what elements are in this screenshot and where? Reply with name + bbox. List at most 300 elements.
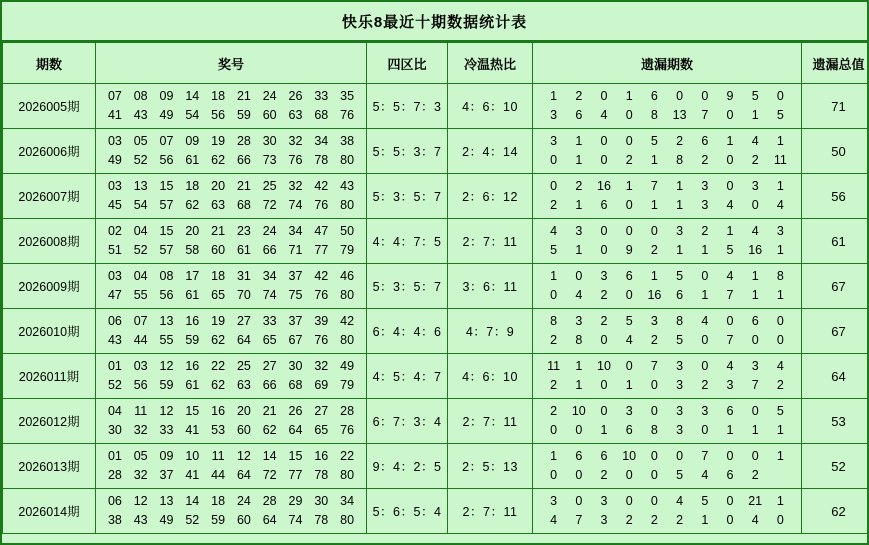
number-ball: 03	[107, 179, 122, 193]
number-ball: 79	[340, 378, 355, 392]
missing-value: 6	[726, 404, 734, 418]
missing-value: 1	[776, 449, 784, 463]
number-ball: 26	[288, 89, 303, 103]
missing-value: 0	[550, 423, 558, 437]
missing-value: 2	[676, 513, 684, 527]
cell-hot-cold: 2：7：11	[448, 489, 533, 534]
number-ball: 63	[236, 378, 251, 392]
number-ball: 66	[236, 153, 251, 167]
missing-value: 1	[575, 134, 583, 148]
missing-value: 3	[600, 494, 608, 508]
number-ball: 01	[107, 359, 122, 373]
number-ball: 59	[236, 108, 251, 122]
number-ball: 30	[314, 494, 329, 508]
number-ball: 14	[262, 449, 277, 463]
number-ball: 65	[262, 333, 277, 347]
column-header-hot-cold: 冷温热比	[448, 43, 533, 84]
missing-value: 6	[600, 198, 608, 212]
missing-value: 0	[776, 513, 784, 527]
number-ball: 07	[133, 314, 148, 328]
number-ball: 03	[107, 269, 122, 283]
table-row	[3, 129, 869, 174]
missing-value: 1	[776, 179, 784, 193]
number-ball: 61	[236, 243, 251, 257]
number-ball: 16	[314, 449, 329, 463]
missing-value: 4	[625, 333, 633, 347]
cell-hot-cold: 2：4：14	[448, 129, 533, 174]
number-ball: 52	[133, 153, 148, 167]
cell-numbers	[96, 399, 367, 444]
table-row	[3, 219, 869, 264]
missing-value: 10	[597, 359, 611, 373]
missing-value: 7	[575, 513, 583, 527]
number-ball: 49	[159, 513, 174, 527]
missing-value: 0	[600, 224, 608, 238]
number-ball: 25	[262, 179, 277, 193]
missing-value: 0	[650, 378, 658, 392]
table-row	[3, 264, 869, 309]
missing-value: 6	[625, 423, 633, 437]
number-ball: 12	[133, 494, 148, 508]
number-ball: 17	[185, 269, 200, 283]
number-ball: 42	[314, 179, 329, 193]
number-ball: 43	[107, 333, 122, 347]
number-ball: 42	[314, 269, 329, 283]
missing-value: 2	[625, 153, 633, 167]
header-row	[3, 43, 869, 84]
missing-value: 0	[600, 153, 608, 167]
number-ball: 32	[133, 468, 148, 482]
number-ball: 61	[185, 153, 200, 167]
missing-value: 4	[550, 224, 558, 238]
number-ball: 80	[340, 153, 355, 167]
missing-value: 4	[701, 314, 709, 328]
missing-value: 3	[751, 359, 759, 373]
missing-value: 4	[701, 468, 709, 482]
cell-hot-cold: 2：7：11	[448, 399, 533, 444]
missing-value: 7	[726, 333, 734, 347]
missing-value: 6	[600, 449, 608, 463]
number-ball: 52	[185, 513, 200, 527]
missing-value: 0	[550, 288, 558, 302]
missing-value: 1	[726, 423, 734, 437]
table-row	[3, 444, 869, 489]
missing-value: 0	[726, 494, 734, 508]
number-ball: 65	[314, 423, 329, 437]
missing-value: 0	[625, 134, 633, 148]
missing-value: 3	[550, 494, 558, 508]
number-ball: 07	[159, 134, 174, 148]
missing-value: 2	[575, 179, 583, 193]
missing-value: 0	[650, 494, 658, 508]
cell-numbers	[96, 264, 367, 309]
number-ball: 76	[314, 288, 329, 302]
missing-value: 0	[650, 404, 658, 418]
cell-issue: 2026011期	[3, 354, 96, 399]
missing-value: 1	[575, 153, 583, 167]
missing-value: 3	[676, 404, 684, 418]
number-ball: 34	[288, 224, 303, 238]
missing-value: 4	[550, 513, 558, 527]
number-ball: 07	[107, 89, 122, 103]
number-ball: 08	[133, 89, 148, 103]
cell-issue: 2026008期	[3, 219, 96, 264]
number-ball: 21	[211, 224, 226, 238]
table-row	[3, 354, 869, 399]
missing-value: 0	[600, 89, 608, 103]
number-ball: 18	[185, 179, 200, 193]
missing-value: 1	[676, 243, 684, 257]
cell-hot-cold: 3：6：11	[448, 264, 533, 309]
number-ball: 34	[340, 494, 355, 508]
missing-value: 6	[575, 449, 583, 463]
missing-value: 0	[701, 333, 709, 347]
missing-value: 0	[726, 108, 734, 122]
number-ball: 54	[185, 108, 200, 122]
missing-value: 0	[600, 333, 608, 347]
number-ball: 72	[262, 198, 277, 212]
statistics-table	[2, 42, 869, 534]
table-row	[3, 84, 869, 129]
missing-value: 2	[751, 153, 759, 167]
cell-numbers	[96, 489, 367, 534]
missing-value: 3	[701, 198, 709, 212]
cell-zone-ratio: 4：4：7：5	[367, 219, 448, 264]
number-ball: 79	[340, 243, 355, 257]
number-ball: 30	[107, 423, 122, 437]
missing-value: 3	[550, 108, 558, 122]
missing-value: 8	[676, 314, 684, 328]
cell-numbers	[96, 84, 367, 129]
missing-value: 3	[701, 404, 709, 418]
missing-value: 0	[625, 108, 633, 122]
cell-zone-ratio: 6：7：3：4	[367, 399, 448, 444]
missing-value: 6	[701, 134, 709, 148]
number-ball: 13	[159, 314, 174, 328]
number-ball: 14	[185, 494, 200, 508]
number-ball: 64	[236, 333, 251, 347]
number-ball: 78	[314, 468, 329, 482]
number-ball: 54	[133, 198, 148, 212]
number-ball: 26	[288, 404, 303, 418]
missing-value: 1	[776, 494, 784, 508]
number-ball: 76	[314, 333, 329, 347]
missing-value: 1	[550, 89, 558, 103]
number-ball: 09	[185, 134, 200, 148]
number-ball: 15	[185, 404, 200, 418]
missing-value: 1	[751, 269, 759, 283]
missing-value: 3	[676, 359, 684, 373]
number-ball: 60	[236, 423, 251, 437]
missing-value: 8	[776, 269, 784, 283]
missing-value: 1	[726, 134, 734, 148]
number-ball: 41	[185, 423, 200, 437]
number-ball: 61	[185, 378, 200, 392]
number-ball: 58	[185, 243, 200, 257]
missing-value: 1	[575, 378, 583, 392]
table-row	[3, 309, 869, 354]
number-ball: 80	[340, 333, 355, 347]
number-ball: 64	[288, 423, 303, 437]
cell-numbers	[96, 129, 367, 174]
missing-value: 4	[776, 359, 784, 373]
number-ball: 37	[288, 314, 303, 328]
missing-value: 1	[701, 288, 709, 302]
number-ball: 09	[159, 449, 174, 463]
number-ball: 56	[159, 288, 174, 302]
number-ball: 34	[262, 269, 277, 283]
cell-zone-ratio: 5：3：5：7	[367, 264, 448, 309]
missing-value: 0	[701, 269, 709, 283]
number-ball: 67	[288, 333, 303, 347]
missing-value: 1	[776, 243, 784, 257]
number-ball: 55	[159, 333, 174, 347]
missing-value: 8	[650, 108, 658, 122]
missing-value: 0	[550, 468, 558, 482]
missing-value: 0	[726, 153, 734, 167]
cell-missing-total: 64	[802, 354, 869, 399]
missing-value: 1	[701, 513, 709, 527]
missing-value: 3	[600, 513, 608, 527]
missing-value: 0	[650, 449, 658, 463]
missing-value: 1	[625, 378, 633, 392]
missing-value: 9	[625, 243, 633, 257]
number-ball: 11	[134, 404, 148, 418]
missing-value: 2	[550, 333, 558, 347]
number-ball: 27	[262, 359, 277, 373]
number-ball: 75	[288, 288, 303, 302]
cell-zone-ratio: 5：5：7：3	[367, 84, 448, 129]
missing-value: 1	[676, 179, 684, 193]
missing-value: 2	[776, 378, 784, 392]
cell-missing-total: 67	[802, 264, 869, 309]
missing-value: 0	[701, 359, 709, 373]
missing-value: 4	[751, 224, 759, 238]
cell-hot-cold: 2：6：12	[448, 174, 533, 219]
cell-missing-total: 56	[802, 174, 869, 219]
missing-value: 8	[550, 314, 558, 328]
number-ball: 74	[288, 198, 303, 212]
cell-issue: 2026012期	[3, 399, 96, 444]
number-ball: 03	[133, 359, 148, 373]
number-ball: 56	[211, 108, 226, 122]
missing-value: 0	[751, 333, 759, 347]
number-ball: 15	[159, 224, 174, 238]
missing-value: 0	[575, 269, 583, 283]
number-ball: 46	[340, 269, 355, 283]
missing-value: 1	[726, 224, 734, 238]
missing-value: 21	[748, 494, 763, 508]
cell-issue: 2026009期	[3, 264, 96, 309]
number-ball: 59	[211, 513, 226, 527]
missing-value: 4	[575, 288, 583, 302]
number-ball: 13	[159, 494, 174, 508]
number-ball: 28	[262, 494, 277, 508]
number-ball: 22	[340, 449, 355, 463]
number-ball: 74	[288, 513, 303, 527]
missing-value: 3	[676, 423, 684, 437]
cell-numbers	[96, 219, 367, 264]
missing-value: 2	[600, 288, 608, 302]
missing-value: 8	[575, 333, 583, 347]
number-ball: 50	[340, 224, 355, 238]
missing-value: 1	[625, 179, 633, 193]
missing-value: 4	[726, 269, 734, 283]
number-ball: 80	[340, 513, 355, 527]
number-ball: 62	[185, 198, 200, 212]
missing-value: 0	[550, 153, 558, 167]
missing-value: 2	[676, 134, 684, 148]
cell-missing	[533, 174, 802, 219]
cell-missing	[533, 354, 802, 399]
missing-value: 3	[625, 404, 633, 418]
missing-value: 4	[751, 134, 759, 148]
missing-value: 6	[676, 288, 684, 302]
number-ball: 18	[211, 269, 226, 283]
cell-hot-cold: 4：7：9	[448, 309, 533, 354]
number-ball: 64	[236, 468, 251, 482]
missing-value: 3	[575, 224, 583, 238]
cell-hot-cold: 2：5：13	[448, 444, 533, 489]
cell-numbers	[96, 444, 367, 489]
number-ball: 63	[288, 108, 303, 122]
number-ball: 62	[211, 153, 226, 167]
missing-value: 1	[600, 423, 608, 437]
missing-value: 5	[751, 89, 759, 103]
number-ball: 32	[133, 423, 148, 437]
number-ball: 21	[236, 179, 251, 193]
cell-numbers	[96, 354, 367, 399]
missing-value: 2	[600, 314, 608, 328]
number-ball: 76	[288, 153, 303, 167]
missing-value: 5	[776, 108, 784, 122]
number-ball: 68	[314, 108, 329, 122]
missing-value: 3	[550, 134, 558, 148]
missing-value: 2	[550, 378, 558, 392]
number-ball: 42	[340, 314, 355, 328]
cell-missing-total: 71	[802, 84, 869, 129]
number-ball: 27	[236, 314, 251, 328]
missing-value: 3	[600, 269, 608, 283]
missing-value: 4	[726, 359, 734, 373]
number-ball: 52	[107, 378, 122, 392]
cell-issue: 2026013期	[3, 444, 96, 489]
number-ball: 49	[107, 153, 122, 167]
missing-value: 0	[701, 423, 709, 437]
missing-value: 10	[622, 449, 637, 463]
missing-value: 2	[575, 89, 583, 103]
missing-value: 1	[776, 288, 784, 302]
number-ball: 49	[340, 359, 355, 373]
missing-value: 1	[701, 243, 709, 257]
missing-value: 5	[650, 134, 658, 148]
number-ball: 22	[211, 359, 226, 373]
number-ball: 41	[107, 108, 122, 122]
number-ball: 72	[262, 468, 277, 482]
number-ball: 25	[236, 359, 251, 373]
number-ball: 59	[159, 378, 174, 392]
number-ball: 64	[262, 513, 277, 527]
cell-zone-ratio: 9：4：2：5	[367, 444, 448, 489]
number-ball: 20	[185, 224, 200, 238]
number-ball: 59	[185, 333, 200, 347]
number-ball: 37	[288, 269, 303, 283]
missing-value: 0	[701, 89, 709, 103]
number-ball: 15	[288, 449, 303, 463]
missing-value: 0	[726, 179, 734, 193]
number-ball: 32	[288, 134, 303, 148]
missing-value: 3	[776, 224, 784, 238]
missing-value: 11	[547, 359, 561, 373]
number-ball: 34	[314, 134, 329, 148]
number-ball: 57	[159, 198, 174, 212]
number-ball: 11	[211, 449, 225, 463]
missing-value: 4	[726, 198, 734, 212]
cell-numbers	[96, 174, 367, 219]
missing-value: 2	[650, 513, 658, 527]
cell-issue: 2026014期	[3, 489, 96, 534]
number-ball: 61	[185, 288, 200, 302]
missing-value: 6	[751, 314, 759, 328]
missing-value: 1	[776, 423, 784, 437]
missing-value: 2	[600, 468, 608, 482]
number-ball: 01	[107, 449, 122, 463]
cell-missing-total: 53	[802, 399, 869, 444]
missing-value: 0	[776, 333, 784, 347]
missing-value: 0	[751, 404, 759, 418]
missing-value: 5	[676, 333, 684, 347]
missing-value: 9	[726, 89, 734, 103]
cell-missing	[533, 84, 802, 129]
number-ball: 57	[159, 243, 174, 257]
missing-value: 0	[575, 494, 583, 508]
missing-value: 16	[647, 288, 662, 302]
cell-missing	[533, 399, 802, 444]
number-ball: 74	[262, 288, 277, 302]
number-ball: 16	[185, 314, 200, 328]
number-ball: 16	[185, 359, 200, 373]
missing-value: 1	[575, 243, 583, 257]
number-ball: 66	[262, 378, 277, 392]
missing-value: 0	[625, 198, 633, 212]
missing-value: 0	[726, 314, 734, 328]
number-ball: 51	[107, 243, 122, 257]
number-ball: 05	[133, 449, 148, 463]
missing-value: 0	[600, 404, 608, 418]
missing-value: 0	[650, 468, 658, 482]
number-ball: 04	[107, 404, 122, 418]
column-header-issue: 期数	[3, 43, 96, 84]
cell-issue: 2026006期	[3, 129, 96, 174]
number-ball: 04	[133, 224, 148, 238]
number-ball: 78	[314, 153, 329, 167]
cell-zone-ratio: 5：3：5：7	[367, 174, 448, 219]
missing-value: 0	[776, 314, 784, 328]
column-header-numbers: 奖号	[96, 43, 367, 84]
number-ball: 20	[211, 179, 226, 193]
number-ball: 44	[133, 333, 148, 347]
cell-hot-cold: 4：6：10	[448, 84, 533, 129]
number-ball: 33	[262, 314, 277, 328]
number-ball: 32	[314, 359, 329, 373]
column-header-missing-total: 遗漏总值	[802, 43, 869, 84]
cell-missing	[533, 444, 802, 489]
missing-value: 3	[676, 378, 684, 392]
number-ball: 32	[288, 179, 303, 193]
cell-missing	[533, 264, 802, 309]
column-header-zone-ratio: 四区比	[367, 43, 448, 84]
missing-value: 4	[676, 494, 684, 508]
